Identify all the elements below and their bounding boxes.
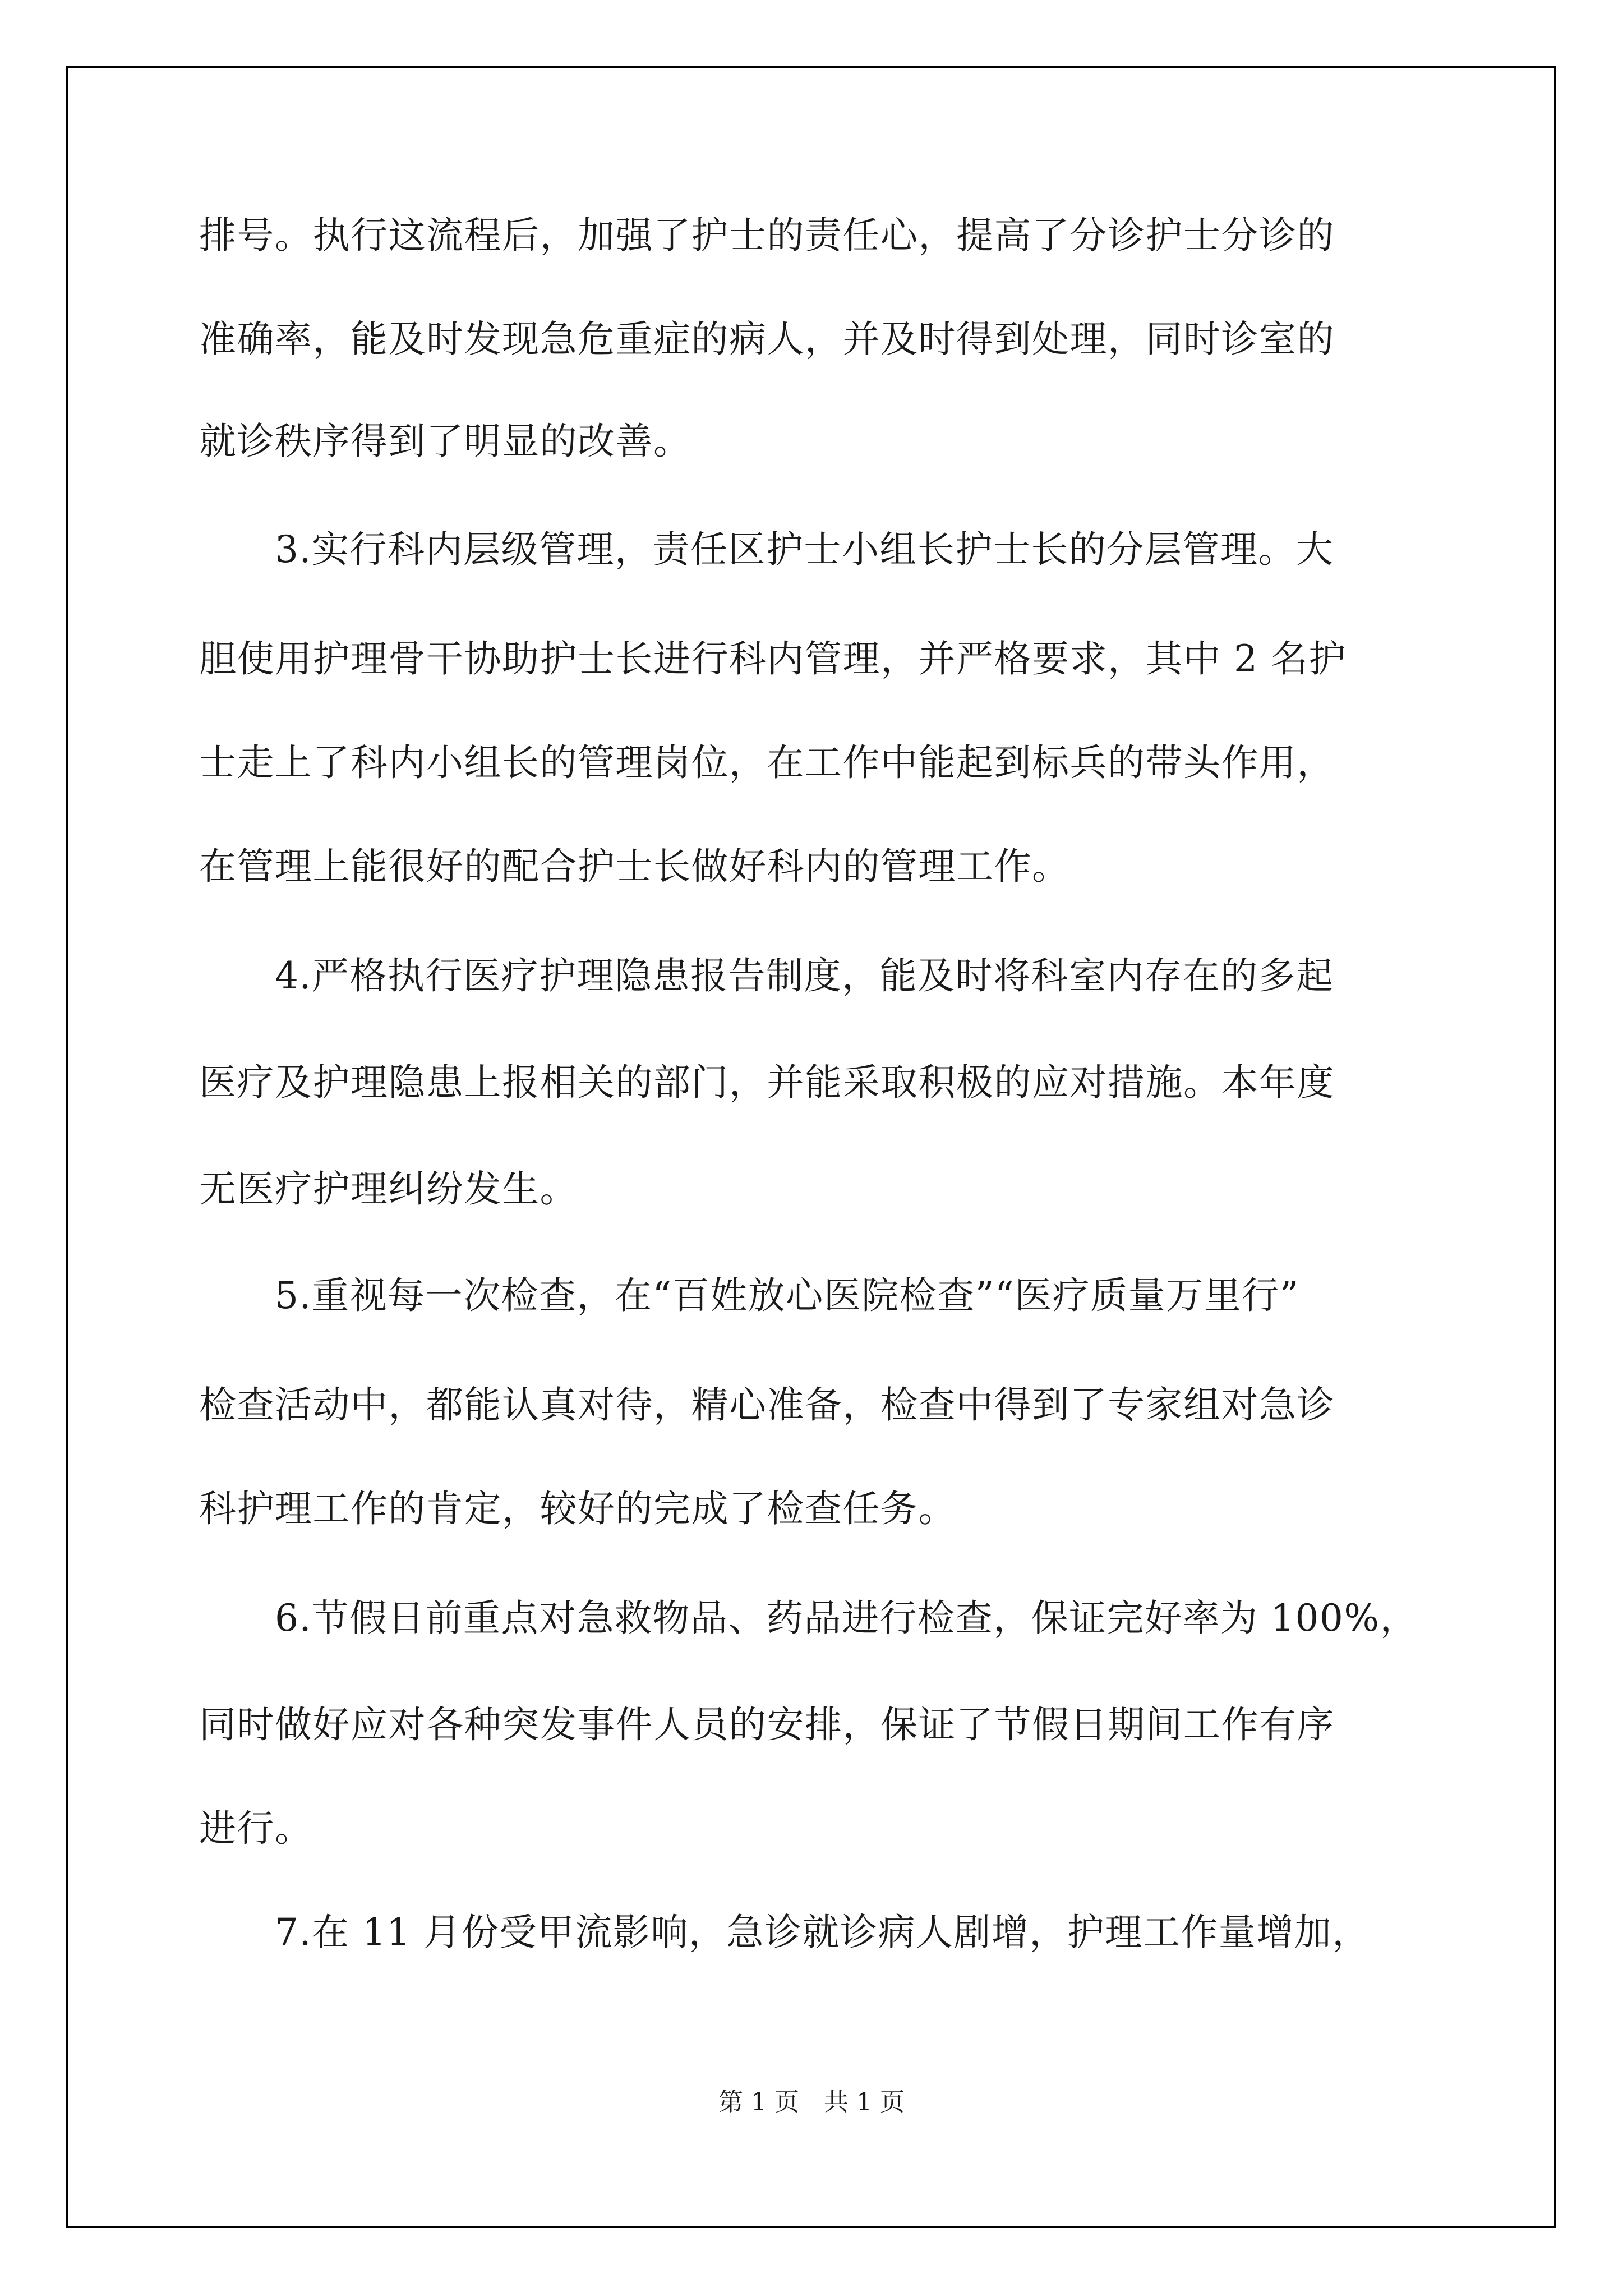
text-line: 在管理上能很好的配合护士长做好科内的管理工作。 — [199, 845, 1070, 888]
text-line: 5.重视每一次检查，在“百姓放心医院检查”“医疗质量万里行” — [275, 1274, 1299, 1317]
text-line: 进行。 — [199, 1807, 313, 1850]
text-line: 胆使用护理骨干协助护士长进行科内管理，并严格要求，其中 2 名护 — [199, 637, 1347, 680]
text-line: 无医疗护理纠纷发生。 — [199, 1167, 578, 1211]
page-border — [66, 66, 1556, 2228]
text-line: 士走上了科内小组长的管理岗位，在工作中能起到标兵的带头作用， — [199, 741, 1335, 784]
page-number: 第 1 页 共 1 页 — [718, 2088, 905, 2116]
text-line: 7.在 11 月份受甲流影响，急诊就诊病人剧增，护理工作量增加， — [275, 1911, 1370, 1954]
text-line: 医疗及护理隐患上报相关的部门，并能采取积极的应对措施。本年度 — [199, 1061, 1335, 1104]
text-line: 3.实行科内层级管理，责任区护士小组长护士长的分层管理。大 — [275, 528, 1334, 571]
text-line: 4.严格执行医疗护理隐患报告制度，能及时将科室内存在的多起 — [275, 954, 1334, 997]
text-line: 准确率，能及时发现急危重症的病人，并及时得到处理，同时诊室的 — [199, 318, 1335, 361]
text-line: 排号。执行这流程后，加强了护士的责任心，提高了分诊护士分诊的 — [199, 214, 1335, 257]
text-line: 就诊秩序得到了明显的改善。 — [199, 420, 691, 463]
text-line: 同时做好应对各种突发事件人员的安排，保证了节假日期间工作有序 — [199, 1703, 1335, 1746]
text-line: 6.节假日前重点对急救物品、药品进行检查，保证完好率为 100%， — [275, 1596, 1418, 1640]
text-line: 检查活动中，都能认真对待，精心准备，检查中得到了专家组对急诊 — [199, 1383, 1335, 1427]
text-line: 科护理工作的肯定，较好的完成了检查任务。 — [199, 1487, 956, 1530]
